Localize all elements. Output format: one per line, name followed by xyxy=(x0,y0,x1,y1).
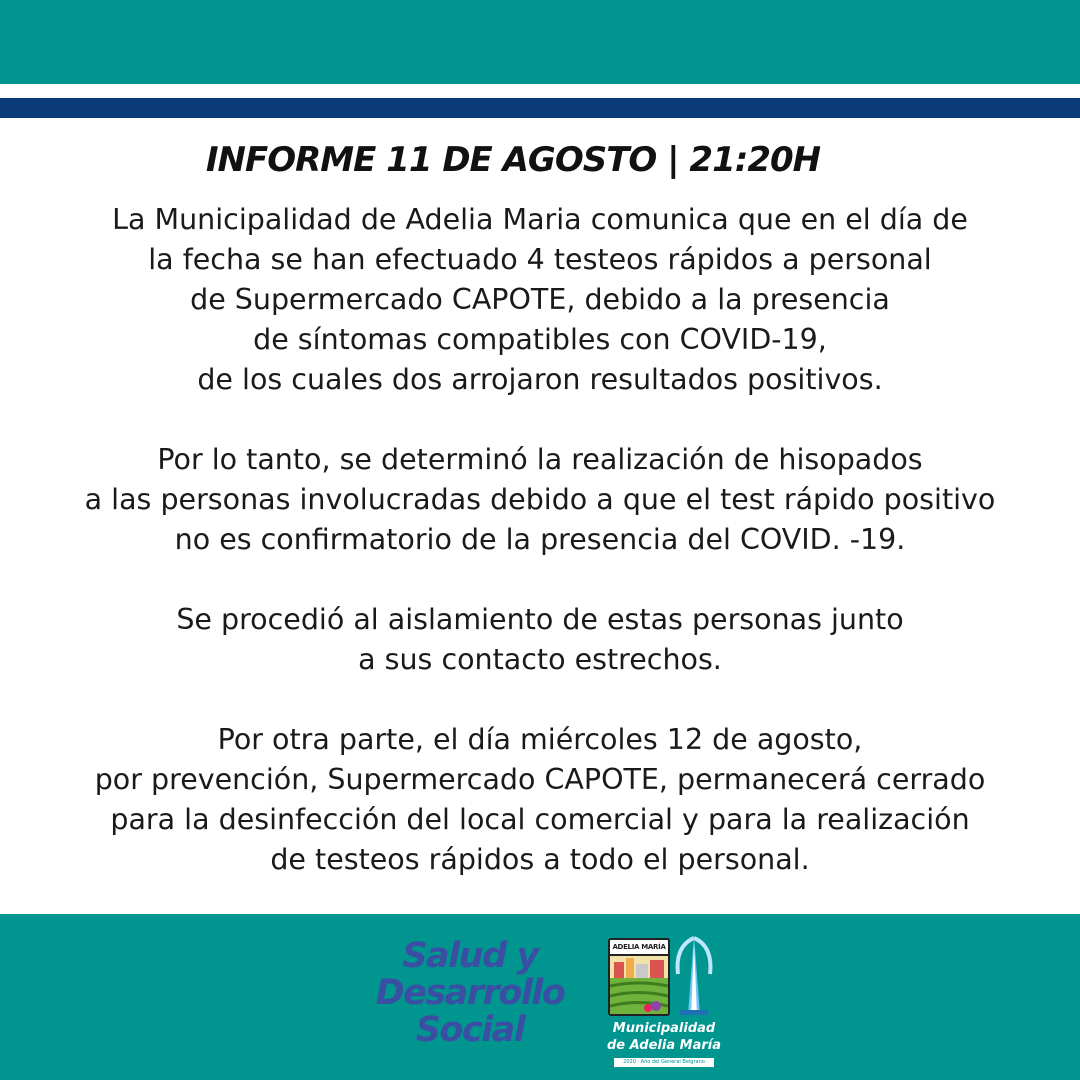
text-line: La Municipalidad de Adelia Maria comunica que en el día de xyxy=(112,203,968,236)
top-teal-band xyxy=(0,0,1080,84)
report-body xyxy=(20,200,1060,920)
crest-icon xyxy=(608,938,670,1016)
salud-desarrollo-social-logo xyxy=(360,938,580,1049)
logo-line: de Adelia María xyxy=(607,1038,721,1053)
footer-band xyxy=(0,914,1080,1080)
text-line: de Supermercado CAPOTE, debido a la presencia xyxy=(190,283,890,316)
text-line: a las personas involucradas debido a que el test rápido positivo xyxy=(84,483,996,516)
report-title: INFORME 11 DE AGOSTO | 21:20H xyxy=(205,140,821,180)
top-navy-stripe xyxy=(0,98,1080,118)
text-line: para la desinfección del local comercial y para la realización xyxy=(110,803,970,836)
brand-line: Salud y xyxy=(402,936,538,976)
text-line: Por lo tanto, se determinó la realización de hisopados xyxy=(157,443,923,476)
paragraph-2 xyxy=(20,440,1060,560)
text-line: no es confirmatorio de la presencia del COVID. -19. xyxy=(174,523,906,556)
paragraph-4 xyxy=(20,720,1060,880)
paragraph-3 xyxy=(20,600,1060,680)
text-line: de síntomas compatibles con COVID-19, xyxy=(253,323,827,356)
brand-line: Social xyxy=(415,1010,525,1050)
text-line: Se procedió al aislamiento de estas personas junto xyxy=(176,603,904,636)
text-line: a sus contacto estrechos. xyxy=(358,643,722,676)
text-line: de testeos rápidos a todo el personal. xyxy=(270,843,810,876)
text-line: la fecha se han efectuado 4 testeos rápidos a personal xyxy=(148,243,932,276)
brand-line: Desarrollo xyxy=(375,973,565,1013)
municipalidad-name xyxy=(594,1020,734,1054)
text-line: Por otra parte, el día miércoles 12 de agosto, xyxy=(217,723,863,756)
fountain-icon xyxy=(670,934,718,1016)
municipalidad-logo xyxy=(604,934,724,1074)
text-line: de los cuales dos arrojaron resultados positivos. xyxy=(197,363,883,396)
crest-banner: ADELIA MARÍA xyxy=(610,940,668,956)
logo-subtext: 2020 · Año del General Belgrano xyxy=(614,1058,714,1067)
logo-line: Municipalidad xyxy=(612,1021,716,1036)
text-line: por prevención, Supermercado CAPOTE, permanecerá cerrado xyxy=(94,763,986,796)
paragraph-1 xyxy=(20,200,1060,400)
